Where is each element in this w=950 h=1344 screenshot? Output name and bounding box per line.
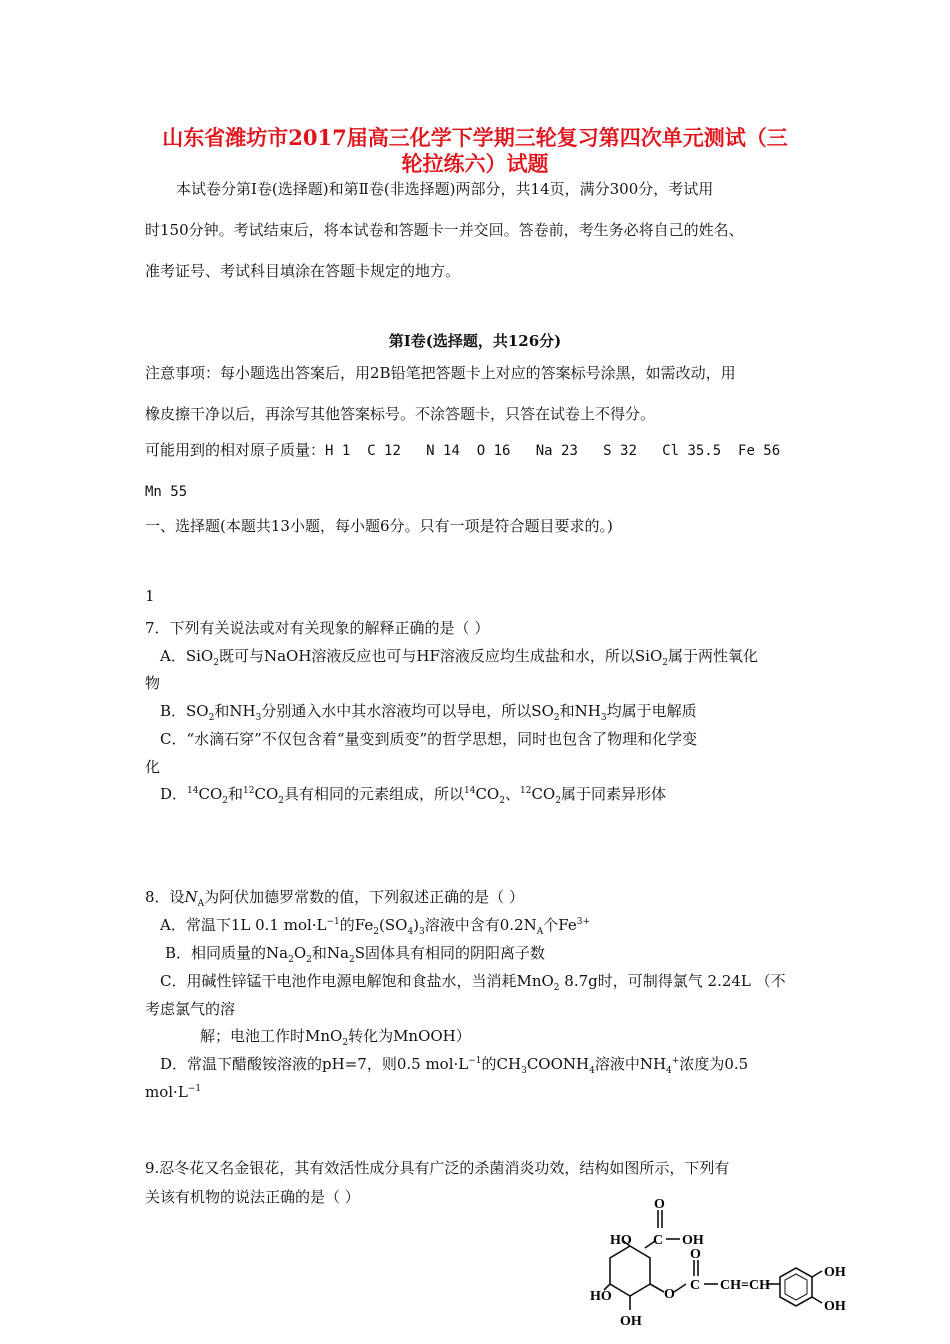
structure-label-c2: C <box>690 1278 701 1293</box>
q9-stem-line1: 9.忍冬花又名金银花，其有效活性成分具有广泛的杀菌消炎功效，结构如图所示，下列有 <box>145 1159 730 1177</box>
page-marker: 1 <box>145 587 155 605</box>
intro-line3: 准考证号、考试科目填涂在答题卡规定的地方。 <box>145 262 461 280</box>
document-title-line1: 山东省潍坊市2017届高三化学下学期三轮复习第四次单元测试（三 <box>162 125 788 150</box>
part-heading: 一、选择题(本题共13小题，每小题6分。只有一项是符合题目要求的。) <box>145 517 613 535</box>
intro-line2: 时150分钟。考试结束后，将本试卷和答题卡一并交回。答卷前，考生务必将自己的姓名、 <box>145 221 744 239</box>
notice-line1: 注意事项：每小题选出答案后，用2B铅笔把答题卡上对应的答案标号涂黑，如需改动，用 <box>145 364 736 382</box>
atomic-mass-values: H 1 C 12 N 14 O 16 Na 23 S 32 Cl 35.5 Fe 56 <box>325 443 781 459</box>
q8-stem: 8．设$N_A$为阿伏加德罗常数的值，下列叙述正确的是（ ） <box>145 888 524 909</box>
q9-stem-line2: 关该有机物的说法正确的是（ ） <box>145 1188 360 1206</box>
q8-option-c-cont2: 解；电池工作时MnO$_2$转化为MnOOH） <box>200 1027 471 1048</box>
q7-option-c-cont: 化 <box>145 758 161 776</box>
q8-option-d: D．常温下醋酸铵溶液的pH=7，则0.5 $mol\cdot L^{-1}$的$CH_3COONH_4$溶液中$NH_4^+$浓度为0.5 <box>160 1055 749 1076</box>
structure-label-ho-top: HO <box>610 1233 632 1248</box>
q8-option-a: A．常温下1L 0.1 $mol\cdot L^{-1}$的$Fe_2(SO_4)_3$溶液中含有$0.2N_A$个$Fe^{3+}$ <box>160 916 590 937</box>
q7-stem: 7．下列有关说法或对有关现象的解释正确的是（ ） <box>145 619 490 637</box>
q8-option-c-cont: 考虑氯气的溶 <box>145 1000 236 1018</box>
section-heading: 第Ⅰ卷(选择题，共126分) <box>388 332 562 350</box>
structure-label-oh-bottom: OH <box>620 1314 642 1329</box>
intro-line1: 本试卷分第Ⅰ卷(选择题)和第Ⅱ卷(非选择题)两部分，共14页，满分300分，考试用 <box>176 180 714 198</box>
structure-label-o-top2: O <box>690 1247 701 1262</box>
chemical-structure-figure <box>590 1198 860 1338</box>
structure-label-oh-cooh: OH <box>682 1233 704 1248</box>
structure-label-chain: CH=CH <box>720 1278 770 1293</box>
structure-label-o-ester: O <box>664 1287 675 1302</box>
q7-option-d: D．$^{14}CO_2$和$^{12}CO_2$具有相同的元素组成，所以$^{14}CO_2$、$^{12}CO_2$属于同素异形体 <box>160 785 666 806</box>
structure-label-oh-r2: OH <box>824 1299 846 1314</box>
notice-line2: 橡皮擦干净以后，再涂写其他答案标号。不涂答题卡，只答在试卷上不得分。 <box>145 405 656 423</box>
atomic-mass-line <box>145 439 780 462</box>
atomic-mass-line2: Mn 55 <box>145 484 188 500</box>
q7-option-c: C．“水滴石穿”不仅包含着“量变到质变”的哲学思想，同时也包含了物理和化学变 <box>160 730 698 748</box>
structure-label-o-top: O <box>654 1198 665 1212</box>
structure-label-c1: C <box>653 1233 664 1248</box>
q7-option-a: A．SiO$_2$既可与NaOH溶液反应也可与HF溶液反应均生成盐和水，所以SiO$_2$属于两性氧化 <box>160 647 759 668</box>
q8-option-d-cont: $mol\cdot L^{-1}$ <box>145 1083 202 1101</box>
q7-option-b: B．$SO_2$和$NH_3$分别通入水中其水溶液均可以导电，所以$SO_2$和$NH_3$均属于电解质 <box>160 702 697 723</box>
q8-option-c: C．用碱性锌锰干电池作电源电解饱和食盐水，当消耗MnO$_2$ 8.7g时，可制得氯气 2.24L （不 <box>160 972 786 993</box>
structure-label-oh-r1: OH <box>824 1265 846 1280</box>
atomic-mass-label: 可能用到的相对原子质量： <box>145 441 326 459</box>
q8-option-b: B．相同质量的$Na_2O_2$和$Na_2S$固体具有相同的阴阳离子数 <box>165 944 545 965</box>
structure-label-ho-left: HO <box>590 1289 612 1304</box>
document-title-line2: 轮拉练六）试题 <box>401 151 549 176</box>
q7-option-a-cont: 物 <box>145 674 161 692</box>
